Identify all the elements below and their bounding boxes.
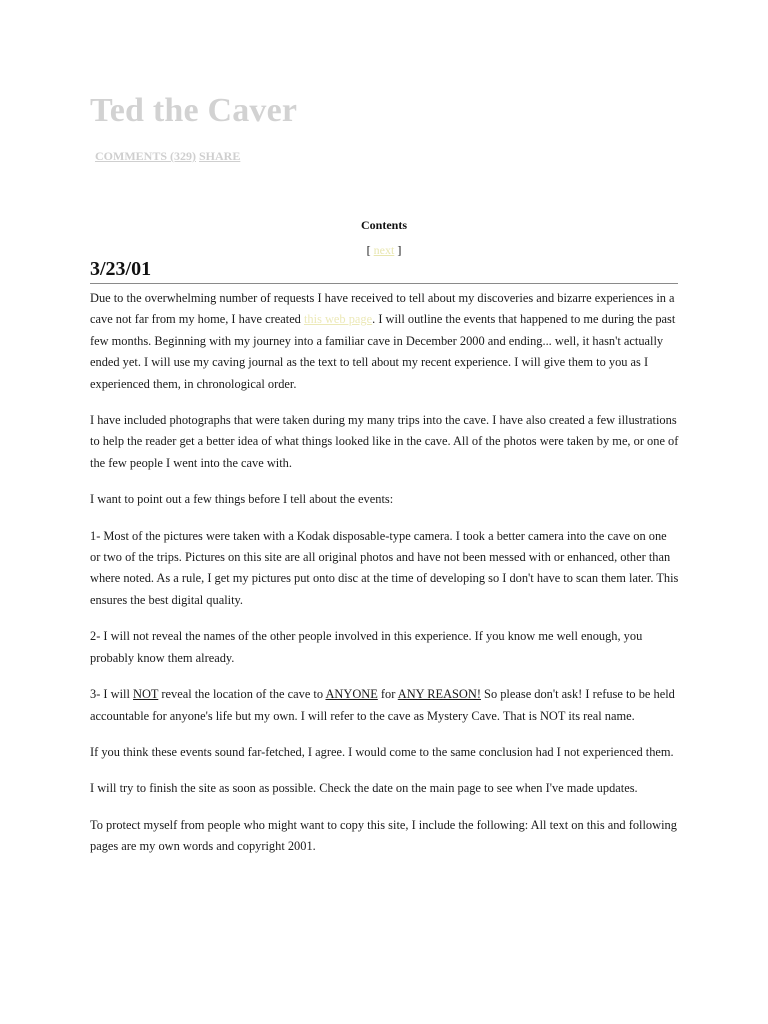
paragraph-point-2: 2- I will not reveal the names of the other people involved in this experience. If you know me well enough, you probably know them already. bbox=[90, 629, 643, 665]
contents-heading: Contents bbox=[360, 218, 407, 232]
emphasis-anyone: ANYONE bbox=[325, 687, 378, 702]
next-link[interactable]: next bbox=[373, 243, 395, 257]
comments-link[interactable]: COMMENTS (329) bbox=[95, 149, 196, 163]
paragraph-text: reveal the location of the cave to bbox=[158, 687, 326, 702]
entry-body bbox=[90, 288, 680, 873]
paragraph-text: Due to the overwhelming number of requests I have received to tell about my discoveries and bizarre experiences in a cave not far from my home, I have created bbox=[90, 291, 675, 327]
entry-date-heading: 3/23/01 bbox=[90, 258, 678, 284]
emphasis-not: NOT bbox=[133, 687, 159, 702]
paragraph-intro bbox=[90, 288, 680, 395]
paragraph-far-fetched: If you think these events sound far-fetched, I agree. I would come to the same conclusion had I not experienced them. bbox=[90, 744, 674, 759]
paragraph-text: for bbox=[377, 687, 398, 702]
contents-nav bbox=[0, 243, 768, 258]
web-page-link[interactable]: this web page bbox=[303, 312, 373, 327]
paragraph-point-1: 1- Most of the pictures were taken with a Kodak disposable-type camera. I took a better camera into the cave on one or two of the trips. Pictures on this site are all original photos and have not been messed with or enhanced, other than where noted. As a rule, I get my pictures put onto disc at the time of developing so I don't have to scan them later. This ensures the best digital quality. bbox=[90, 528, 679, 607]
paragraph-updates: I will try to finish the site as soon as possible. Check the date on the main page to see when I've made updates. bbox=[90, 781, 638, 796]
emphasis-any-reason: ANY REASON! bbox=[397, 687, 481, 702]
paragraph-points-intro: I want to point out a few things before I tell about the events: bbox=[90, 492, 394, 507]
paragraph-text: . I will outline the events that happened to me during the past few months. Beginning with my journey into a familiar cave in December 2000 and ending... well, it hasn't actually ended yet. I will use my caving journal as the text to tell about my recent experience. I will give them to you as I experienced them, in chronological order. bbox=[90, 312, 676, 391]
share-link[interactable]: SHARE bbox=[199, 149, 241, 163]
paragraph-text: So please don't ask! I refuse to be held accountable for anyone's life but my own. I will refer to the cave as Mystery Cave. That is NOT its real name. bbox=[90, 687, 675, 723]
site-title: Ted the Caver bbox=[90, 92, 298, 129]
post-meta bbox=[95, 149, 243, 164]
paragraph-copyright: To protect myself from people who might want to copy this site, I include the following: All text on this and following pages are my own words and copyright 2001. bbox=[90, 817, 677, 854]
bracket-close: ] bbox=[394, 243, 402, 257]
paragraph-text: 3- I will bbox=[90, 687, 134, 702]
paragraph-point-3 bbox=[90, 684, 680, 727]
bracket-open: [ bbox=[366, 243, 374, 257]
paragraph-photos: I have included photographs that were taken during my many trips into the cave. I have also created a few illustrations to help the reader get a better idea of what things looked like in the cave. All of the photos were taken by me, or one of the few people I went into the cave with. bbox=[90, 413, 679, 470]
